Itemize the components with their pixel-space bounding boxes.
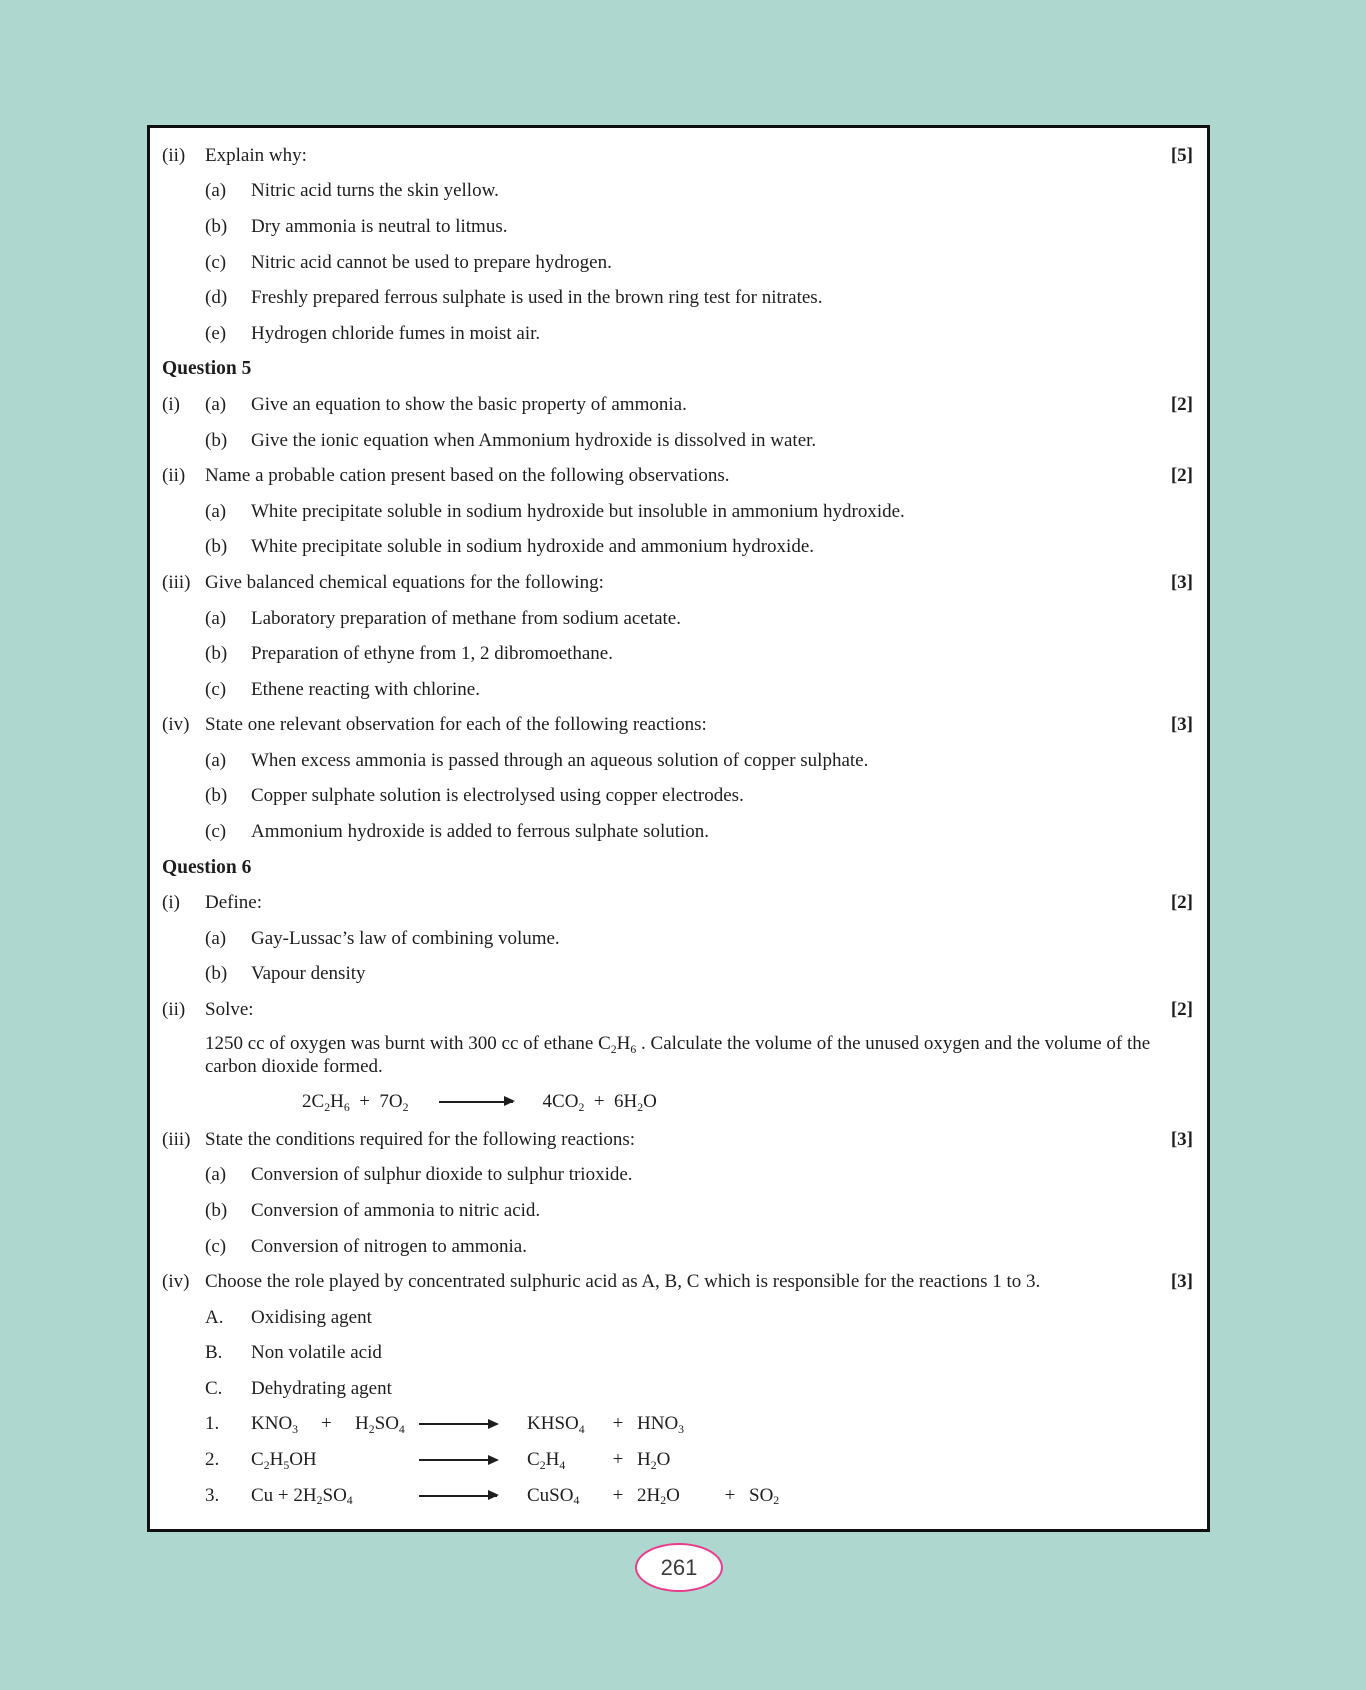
sub-question-letter: (d) [205,287,228,309]
question-number: (ii) [162,999,186,1021]
reaction-arrow-icon [419,1459,497,1461]
option-text: Oxidising agent [251,1306,372,1328]
question-number: (iii) [162,1128,191,1150]
question-row [162,138,1193,174]
question-number: (i) [162,393,180,415]
sub-question-row [162,1229,1193,1265]
sub-question-letter: (b) [205,785,228,807]
sub-question-row [162,957,1193,993]
sub-question-letter: (a) [205,1164,227,1186]
reaction-arrow-icon [419,1423,497,1425]
sub-question-letter: (c) [205,678,227,700]
question-text: Define: [205,892,262,914]
sub-question-row [162,174,1193,210]
sub-question-letter: (a) [205,749,227,771]
question-text: Solve: [205,999,254,1021]
sub-question-row [162,814,1193,850]
question-row [162,1122,1193,1158]
reaction-row-3 [162,1478,1193,1514]
sub-question-text: White precipitate soluble in sodium hydroxide but insoluble in ammonium hydroxide. [251,500,905,522]
reaction-number: 1. [205,1413,220,1435]
sub-question-row [162,494,1193,530]
sub-question-row [162,530,1193,566]
solve-problem-paragraph [162,1028,1193,1082]
reactant-formula: $KNO_3$ [251,1413,299,1437]
plus-sign: + [612,1413,624,1435]
product-formula: $2H_2O$ [637,1484,680,1508]
section-heading-text: Question 6 [162,856,252,878]
section-heading [162,352,1193,388]
sub-question-letter: (a) [205,393,227,415]
sub-question-text: Ethene reacting with chlorine. [251,678,480,700]
option-text: Non volatile acid [251,1342,382,1364]
question-number: (ii) [162,465,186,487]
plus-sign [321,1449,355,1471]
reaction-row-2 [162,1442,1193,1478]
sub-question-text: Vapour density [251,963,366,985]
reaction-number: 2. [205,1449,220,1471]
sub-question-text: Conversion of sulphur dioxide to sulphur trioxide. [251,1164,633,1186]
sub-question-letter: (e) [205,322,227,344]
question-text: State one relevant observation for each of the following reactions: [205,714,707,736]
plus-sign: + [724,1484,736,1506]
product-formula: $KHSO_4$ [527,1413,585,1437]
product-formula: $SO_2$ [749,1484,780,1508]
option-letter: A. [205,1306,224,1328]
sub-question-row [162,1193,1193,1229]
question-row [162,708,1193,744]
section-heading [162,850,1193,886]
question-number: (ii) [162,144,186,166]
option-letter: C. [205,1377,223,1399]
sub-question-text: Nitric acid cannot be used to prepare hydrogen. [251,251,612,273]
sub-question-row [162,423,1193,459]
solve-problem-text: 1250 cc of oxygen was burnt with 300 cc of ethane $C_2H_6$ . Calculate the volume of the unused oxygen and the volume of the carbon dioxide formed. [205,1032,1151,1078]
marks-badge: [2] [1170,892,1193,914]
question-text: Give balanced chemical equations for the following: [205,571,604,593]
sub-question-text: Laboratory preparation of methane from sodium acetate. [251,607,681,629]
sub-question-letter: (b) [205,1199,228,1221]
question-paper-sheet [147,125,1210,1532]
sub-question-row [162,601,1193,637]
sub-question-text: Give the ionic equation when Ammonium hydroxide is dissolved in water. [251,429,817,451]
reaction-reactants [251,1485,419,1507]
sub-question-text: Hydrogen chloride fumes in moist air. [251,322,541,344]
equation-reactants: $2C_2H_6$ + $7O_2$ [302,1090,409,1114]
reactant-formula: $C_2H_5OH$ [251,1449,317,1472]
sub-question-letter: (b) [205,429,228,451]
option-row [162,1371,1193,1407]
question-text: Choose the role played by concentrated sulphuric acid as A, B, C which is responsible for the reactions 1 to 3. [205,1271,1041,1293]
marks-badge: [5] [1170,144,1193,166]
sub-question-text: Preparation of ethyne from 1, 2 dibromoethane. [251,643,613,665]
sub-question-text: Gay-Lussac’s law of combining volume. [251,927,560,949]
sub-question-row [162,245,1193,281]
sub-question-row [162,1158,1193,1194]
sub-question-letter: (a) [205,927,227,949]
question-number: (iv) [162,714,190,736]
question-row [162,992,1193,1028]
question-text: Explain why: [205,144,307,166]
reaction-arrow-icon [439,1101,513,1103]
option-text: Dehydrating agent [251,1377,392,1399]
question-number: (iii) [162,571,191,593]
product-formula: CuSO$_4$ [527,1484,580,1508]
plus-sign: + [612,1484,624,1506]
reactant-formula: $Cu + 2H_2SO_4$ [251,1484,353,1508]
reaction-reactants [251,1413,419,1435]
question-row [162,1264,1193,1300]
sub-question-row [162,921,1193,957]
sub-question-letter: (a) [205,180,227,202]
product-formula: $H_2O$ [637,1449,671,1472]
page-number-badge [635,1543,723,1592]
reaction-row-1 [162,1407,1193,1443]
sub-question-text: When excess ammonia is passed through an aqueous solution of copper sulphate. [251,749,869,771]
question-row [162,458,1193,494]
marks-badge: [2] [1170,465,1193,487]
reaction-reactants [251,1449,419,1471]
option-row [162,1336,1193,1372]
sub-question-row [162,779,1193,815]
section-heading-text: Question 5 [162,358,252,380]
marks-badge: [3] [1170,714,1193,736]
sub-question-letter: (c) [205,1235,227,1257]
question-text: Give an equation to show the basic property of ammonia. [251,393,687,415]
marks-badge: [3] [1170,1271,1193,1293]
question-row [162,885,1193,921]
sub-question-letter: (c) [205,821,227,843]
question-number: (iv) [162,1271,190,1293]
sub-question-text: Dry ammonia is neutral to litmus. [251,215,508,237]
page-number: 261 [660,1554,698,1580]
sub-question-letter: (a) [205,500,227,522]
product-formula: $C_2H_4$ [527,1449,566,1472]
sub-question-text: Copper sulphate solution is electrolysed using copper electrodes. [251,785,744,807]
plus-sign: + [321,1413,332,1435]
marks-badge: [2] [1170,393,1193,415]
sub-question-letter: (c) [205,251,227,273]
plus-sign: + [612,1449,624,1471]
sub-question-letter: (b) [205,963,228,985]
sub-question-text: Ammonium hydroxide is added to ferrous sulphate solution. [251,821,710,843]
sub-question-row [162,316,1193,352]
plus-sign [353,1485,387,1507]
reactant-formula: $H_2SO_4$ [355,1413,405,1437]
reaction-number: 3. [205,1484,220,1506]
question-row [162,565,1193,601]
question-text: Name a probable cation present based on the following observations. [205,465,730,487]
sub-question-text: White precipitate soluble in sodium hydroxide and ammonium hydroxide. [251,536,815,558]
sub-question-letter: (b) [205,643,228,665]
sub-question-text: Conversion of nitrogen to ammonia. [251,1235,527,1257]
sub-question-row [162,636,1193,672]
option-row [162,1300,1193,1336]
product-formula: $HNO_3$ [637,1413,685,1437]
sub-question-letter: (b) [205,536,228,558]
sub-question-row [162,672,1193,708]
marks-badge: [3] [1170,571,1193,593]
marks-badge: [3] [1170,1128,1193,1150]
question-row [162,387,1193,423]
sub-question-letter: (b) [205,215,228,237]
marks-badge: [2] [1170,999,1193,1021]
option-letter: B. [205,1342,223,1364]
question-text: State the conditions required for the following reactions: [205,1128,636,1150]
sub-question-row [162,280,1193,316]
sub-question-letter: (a) [205,607,227,629]
sub-question-text: Conversion of ammonia to nitric acid. [251,1199,541,1221]
equation-products: $4CO_2$ + $6H_2O$ [542,1090,657,1114]
question-number: (i) [162,892,180,914]
sub-question-row [162,743,1193,779]
sub-question-row [162,209,1193,245]
sub-question-text: Nitric acid turns the skin yellow. [251,180,499,202]
combustion-equation [162,1082,1193,1122]
sub-question-text: Freshly prepared ferrous sulphate is used in the brown ring test for nitrates. [251,287,823,309]
reaction-arrow-icon [419,1495,497,1497]
